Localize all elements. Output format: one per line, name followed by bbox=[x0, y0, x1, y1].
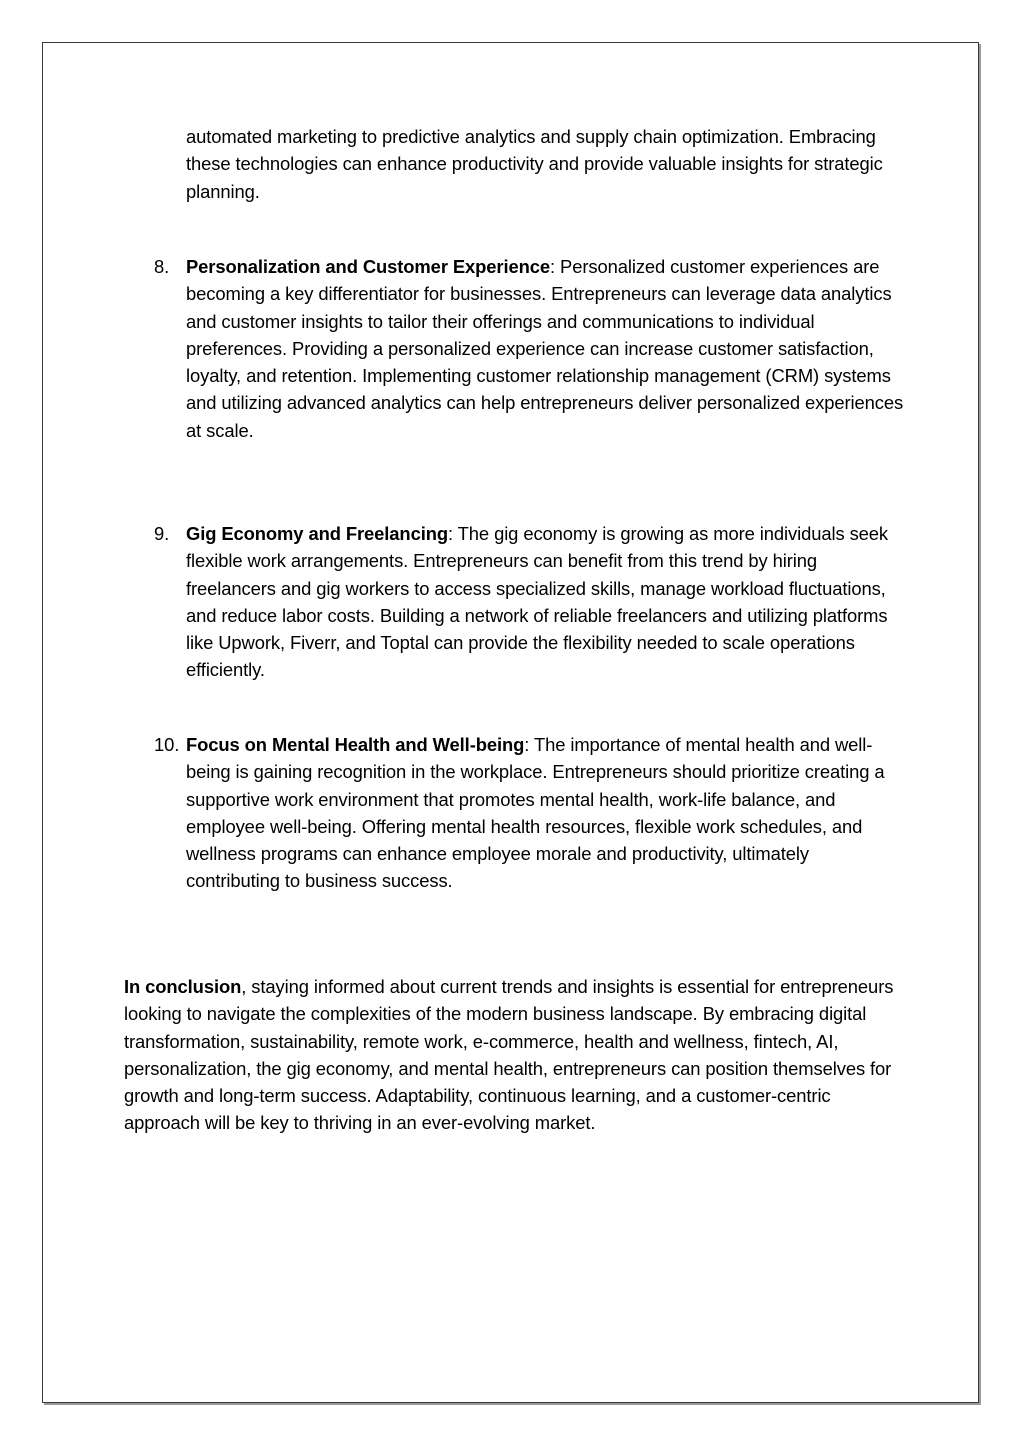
list-item-title: Focus on Mental Health and Well-being bbox=[186, 734, 525, 755]
list-item-number: 8. bbox=[154, 256, 170, 277]
conclusion-body: , staying informed about current trends and insights is essential for entrepreneurs looking to navigate the complexities of the modern business landscape. By embracing digital transformation, sustainability, remote work, e-commerce, health and wellness, fintech, AI, personalization, the gig economy, and mental health, entrepreneurs can position themselves for growth and long-term success. Adaptability, continuous learning, and a customer-centric approach will be key to thriving in an ever-evolving market. bbox=[124, 976, 894, 1134]
list-item-mental-health bbox=[154, 731, 906, 895]
list-item-gig-economy bbox=[154, 520, 906, 684]
list-item-title: Gig Economy and Freelancing bbox=[186, 523, 448, 544]
continuation-paragraph: automated marketing to predictive analytics and supply chain optimization. Embracing these technologies can enhance productivity and provide valuable insights for strategic planning. bbox=[186, 126, 883, 202]
list-item-body: : The gig economy is growing as more individuals seek flexible work arrangements. Entrepreneurs can benefit from this trend by hiring freelancers and gig workers to access specialized skills, manage workload fluctuations, and reduce labor costs. Building a network of reliable freelancers and utilizing platforms like Upwork, Fiverr, and Toptal can provide the flexibility needed to scale operations efficiently. bbox=[186, 523, 889, 681]
conclusion-lead: In conclusion bbox=[124, 976, 242, 997]
list-item-number: 9. bbox=[154, 523, 170, 544]
conclusion-paragraph bbox=[124, 973, 894, 1137]
list-item-body: : Personalized customer experiences are becoming a key differentiator for businesses. Entrepreneurs can leverage data analytics and customer insights to tailor their offerings and communications to individual preferences. Providing a personalized experience can increase customer satisfaction, loyalty, and retention. Implementing customer relationship management (CRM) systems and utilizing advanced analytics can help entrepreneurs deliver personalized experiences at scale. bbox=[186, 256, 904, 441]
list-item-body: : The importance of mental health and well-being is gaining recognition in the workplace. Entrepreneurs should prioritize creating a supportive work environment that promotes mental health, work-life balance, and employee well-being. Offering mental health resources, flexible work schedules, and wellness programs can enhance employee morale and productivity, ultimately contributing to business success. bbox=[186, 734, 885, 892]
list-item-personalization bbox=[154, 253, 906, 444]
list-item-title: Personalization and Customer Experience bbox=[186, 256, 551, 277]
list-item-number: 10. bbox=[154, 734, 180, 755]
page-frame bbox=[42, 42, 979, 1403]
